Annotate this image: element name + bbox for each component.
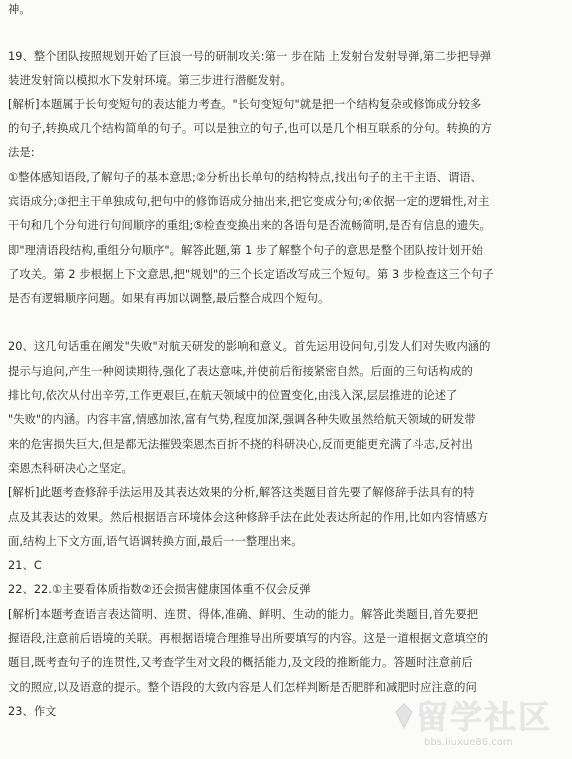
text-line: 21、C [8, 559, 42, 572]
text-line: 20、这几句话重在阐发"失败"对航天研发的影响和意义。首先运用设问句,引发人们对失败内涵的 [8, 340, 491, 353]
text-line: 法是: [8, 146, 35, 159]
text-line: 装进发射筒以模拟水下发射环境。第三步进行潜艇发射。 [8, 74, 292, 87]
text-line: 的句子,转换成几个结构简单的句子。可以是独立的句子,也可以是几个相互联系的分句。转换的方 [8, 122, 492, 135]
text-line: 文的照应,以及语意的提示。整个语段的大致内容是人们怎样判断是否肥胖和减肥时应注意的问 [8, 681, 477, 694]
text-line: 是否有逻辑顺序问题。如果有再加以调整,最后整合成四个短句。 [8, 292, 330, 305]
text-line: "失败"的内涵。内容丰富,情感加浓,富有气势,程度加深,强调各种失败虽然给航天领域的研发带 [8, 413, 476, 426]
text-line: [解析]此题考查修辞手法运用及其表达效果的分析,解答这类题目首先要了解修辞手法具有的特 [8, 486, 475, 499]
text-line: 题目,既考查句子的连贯性,又考查学生对文段的概括能力,及文段的推断能力。答题时注意前后 [8, 656, 473, 669]
text-line: 即"理清语段结构,重组分句顺序"。解答此题,第 1 步了解整个句子的意思是整个团队按计划开始 [8, 244, 483, 257]
text-line: 19、整个团队按照规划开始了巨浪一号的研制攻关:第一 步在陆 上发射台发射导弹,第二步把导弹 [8, 50, 492, 63]
text-line: 点及其表达的效果。然后根据语言环境体会这种修辞手法在此处表达所起的作用,比如内容情感方 [8, 511, 489, 524]
text-line: [解析]本题考查语言表达简明、连贯、得体,准确、鲜明、生动的能力。解答此类题目,首先要把 [8, 608, 479, 621]
text-line: 干句和几个分句进行句间顺序的重组;⑤检查变换出来的各语句是否流畅简明,是否有信息的遗失。 [8, 219, 491, 232]
text-line: 来的危害损失巨大,但是都无法摧毁栾恩杰百折不挠的科研决心,反而更能更充满了斗志,反衬出 [8, 438, 473, 451]
text-line: 握语段,注意前后语境的关联。再根据语境合理推导出所要填写的内容。这是一道根据文意填空的 [8, 632, 489, 645]
text-line: 23、作文 [8, 705, 57, 718]
text-line: 栾恩杰科研决心之坚定。 [8, 462, 133, 475]
text-line: 排比句,依次从付出辛劳,工作更艰巨,在航天领域中的位置变化,由浅入深,层层推进的论述了 [8, 389, 458, 402]
watermark-name: 留学社区 [416, 698, 553, 736]
text-line: 22、22.①主要看体质指数②还会损害健康国体重不仅会反弹 [8, 583, 311, 596]
watermark-logo-icon [394, 703, 414, 729]
text-line: 神。 [8, 3, 31, 16]
watermark-url: bbs.liuxue86.com [424, 737, 513, 748]
text-line: [解析]本题属于长句变短句的表达能力考查。"长句变短句"就是把一个结构复杂或修饰成分较多 [8, 98, 482, 111]
text-line: 面,结构上下文方面,语气语调转换方面,最后一一整理出来。 [8, 535, 303, 548]
text-line: 提示与追问,产生一种阅读期待,强化了表达意味,并使前后衔接紧密自然。后面的三句话构成的 [8, 365, 473, 378]
watermark [394, 697, 564, 753]
text-line: 宾语成分;③把主干单独成句,把句中的修饰语成分抽出来,把它变成分句;④依据一定的逻辑性,对主 [8, 195, 490, 208]
text-line: ①整体感知语段,了解句子的基本意思;②分析出长单句的结构特点,找出句子的主干主语、谓语、 [8, 171, 483, 184]
text-line: 了攻关。第 2 步根据上下文意思,把"规划"的三个长定语改写成三个短句。第 3 步检查这三个句子 [8, 268, 494, 281]
